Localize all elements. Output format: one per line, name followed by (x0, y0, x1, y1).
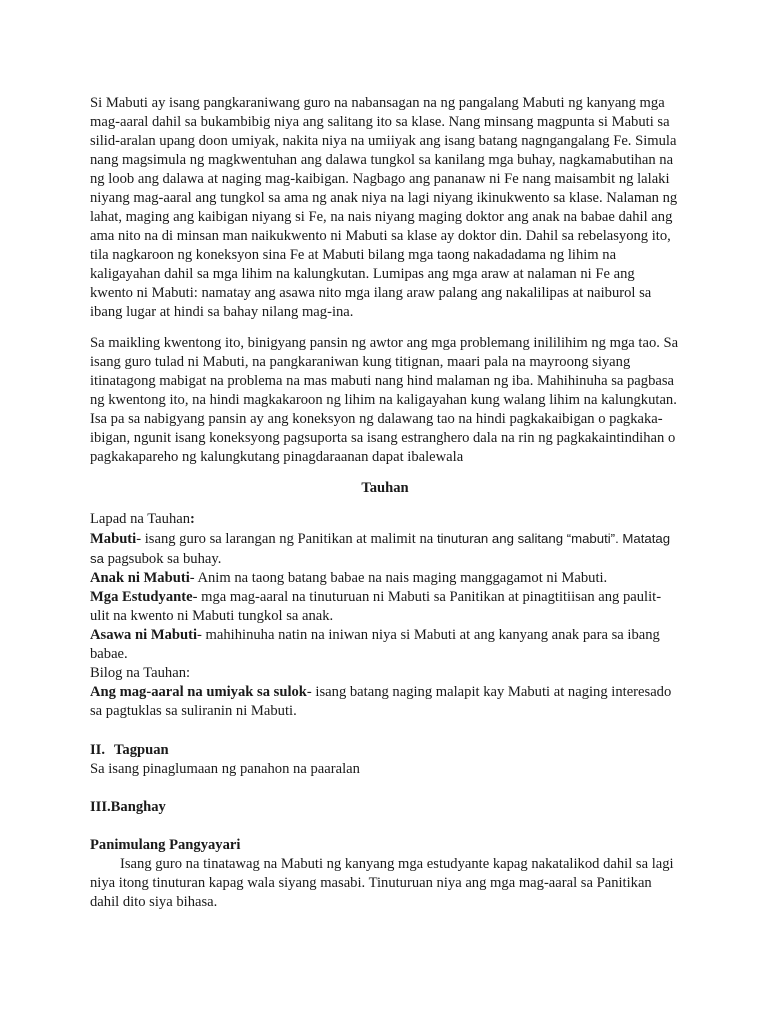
character-name: Anak ni Mabuti (90, 570, 190, 586)
lapad-label (90, 510, 680, 529)
section-title: Tagpuan (114, 742, 169, 758)
character-name: Mabuti (90, 531, 137, 547)
character-desc-sans: tinuturan ang salitang “mabuti”. Matatag sa (90, 531, 671, 566)
analysis-paragraph: Sa maikling kwentong ito, binigyang pansin ng awtor ang mga problemang inililihim ng mga tao. Sa isang guro tulad ni Mabuti, na pangkaraniwan kung titignan, maari pala na mayroong siyang itinatagong mabigat na problema na mas mabuti nang hind malaman ng iba. Mahihinuha sa pagbasa ng kwentong ito, na hindi magkakaroon ng lihim na kaligayahan kung walang lihim na kalungkutan. Isa pa sa nabigyang pansin ay ang koneksyon ng dalawang tao na hindi pagkakaibigan o pagkaka-ibigan, ngunit isang koneksyong pagsuporta sa isang estranghero dala na rin ng pagkakaintindihan o pagkakapareho ng kalungkutang pinagdaraanan dapat ibalewala (90, 335, 679, 465)
summary-paragraph: Si Mabuti ay isang pangkaraniwang guro na nabansagan na ng pangalang Mabuti ng kanyang mga mag-aaral dahil sa bukambibig niya ang salitang ito sa klase. Nang minsang magpunta si Mabuti sa silid-aralan upang doon umiyak, nakita niya na umiiyak ang isang batang nagngangalang Fe. Simula nang magsimula ng magkwentuhan ang dalawa tungkol sa kanilang mga buhay, nagkamabutihan na ng loob ang dalawa at naging mag-kaibigan. Nagbago ang pananaw ni Fe nang maisambit ng lalaki niyang mag-aaral ang tungkol sa ama ng anak niya na lagi niyang ikinukwento sa klase. Nalaman ng lahat, maging ang kaibigan niyang si Fe, na nais niyang maging doktor ang anak na babae dahil ang ama nito na di minsan man naikukwento ni Mabuti sa klase ay doktor din. Dahil sa rebelasyong ito, tila nagkaroon ng koneksyon sina Fe at Mabuti bilang mga taong nakadadama ng lihim na kaligayahan dahil sa mga lihim na kalungkutan. Lumipas ang mga araw at nalaman ni Fe ang kwento ni Mabuti: namatay ang asawa nito mga ilang araw palang ang nakalilipas at naiburol sa ibang lugar at hindi sa bahay nilang mag-ina. (90, 95, 678, 320)
character-asawa (90, 626, 680, 664)
lapad-colon: : (190, 511, 195, 527)
character-desc: - mga mag-aaral na tinuturuan ni Mabuti sa Panitikan at pinagtitiisan ang paulit-ulit na kwento ni Mabuti tungkol sa anak. (90, 589, 662, 624)
section-number: II. (90, 742, 106, 758)
character-desc: - mahihinuha natin na iniwan niya si Mabuti at ang kanyang anak para sa ibang babae. (90, 627, 660, 662)
character-desc: - isang guro sa larangan ng Panitikan at malimit na (136, 531, 437, 547)
lapad-label-text: Lapad na Tauhan (90, 511, 191, 527)
character-name: Asawa ni Mabuti (90, 627, 198, 643)
banghay-heading: III.Banghay (90, 799, 166, 815)
character-desc-end: pagsubok sa buhay. (103, 551, 222, 567)
panimula-heading: Panimulang Pangyayari (90, 837, 241, 853)
character-name: Ang mag-aaral na umiyak sa sulok (90, 684, 307, 700)
character-desc: - Anim na taong batang babae na nais maging manggagamot ni Mabuti. (189, 570, 608, 586)
character-estudyante (90, 588, 680, 626)
panimula-text: Isang guro na tinatawag na Mabuti ng kanyang mga estudyante kapag nakatalikod dahil sa lagi niya itong tinuturan kapag wala siyang masabi. Tinuturuan niya ang mga mag-aaral sa Panitikan dahil dito siya bihasa. (90, 856, 674, 910)
tagpuan-heading (90, 741, 680, 760)
character-mabuti (90, 529, 680, 569)
character-name: Mga Estudyante (90, 589, 193, 605)
character-desc: - isang batang naging malapit kay Mabuti at naging interesado sa pagtuklas sa suliranin ni Mabuti. (90, 684, 672, 719)
document-body (90, 94, 680, 912)
character-mag-aaral (90, 683, 680, 721)
bilog-label: Bilog na Tauhan: (90, 665, 191, 681)
character-anak (90, 569, 680, 588)
tagpuan-text: Sa isang pinaglumaan ng panahon na paaralan (90, 761, 360, 777)
tauhan-heading: Tauhan (361, 480, 409, 496)
characters-list (90, 510, 680, 721)
